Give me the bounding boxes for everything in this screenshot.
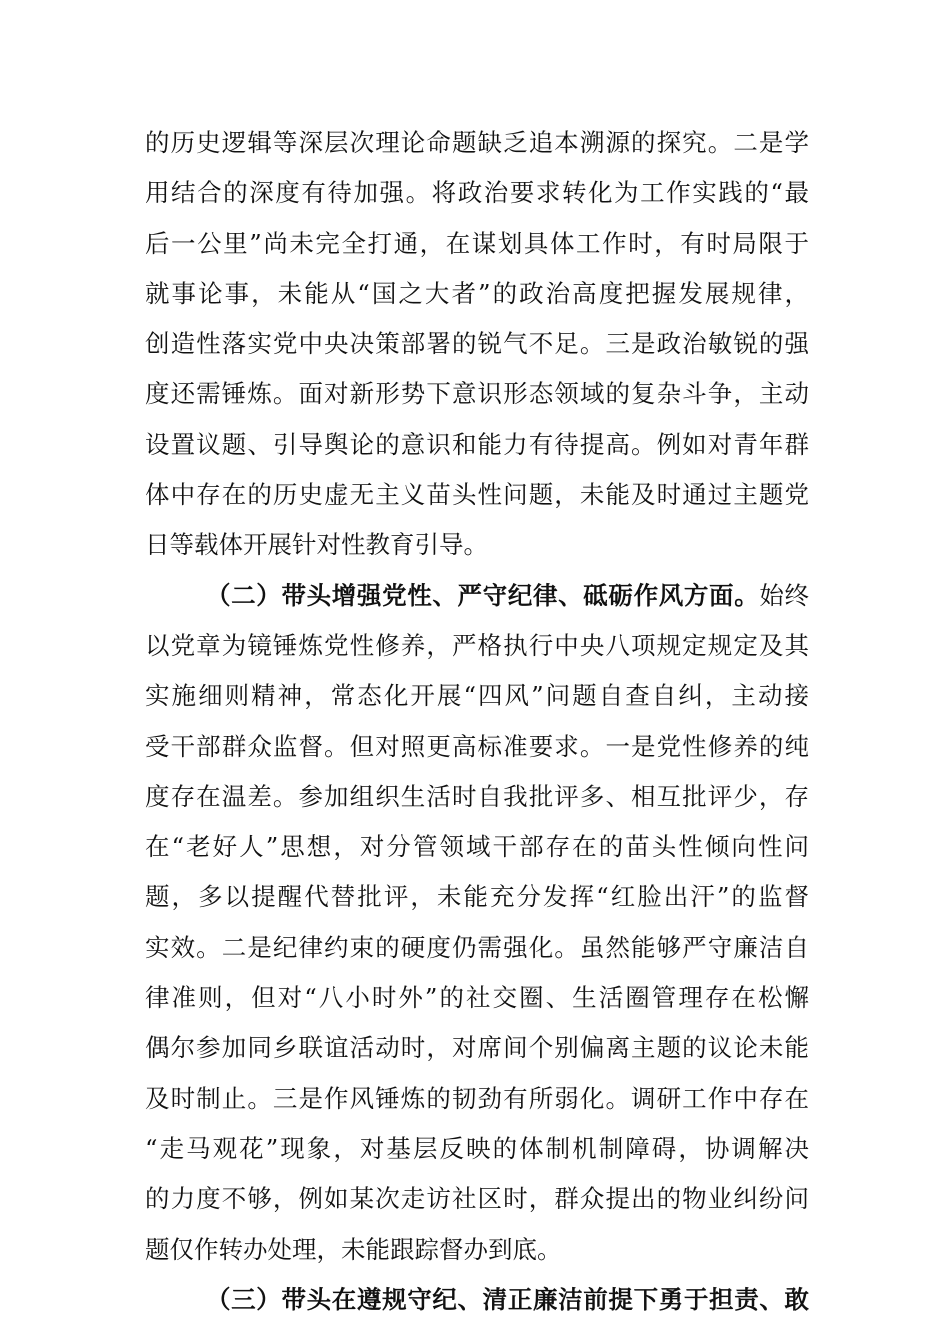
document-body — [145, 118, 809, 1325]
section-2-line: “走马观花”现象，对基层反映的体制机制障碍，协调解决 — [145, 1133, 809, 1163]
body-line: 设置议题、引导舆论的意识和能力有待提高。例如对青年群 — [145, 429, 809, 459]
section-2-line: 题仅作转办处理，未能跟踪督办到底。 — [145, 1234, 562, 1264]
body-line: 用结合的深度有待加强。将政治要求转化为工作实践的“最 — [145, 178, 809, 208]
section-2-first-line — [145, 571, 809, 621]
section-2-line: 律准则，但对“八小时外”的社交圈、生活圈管理存在松懈 — [145, 983, 809, 1013]
body-line: 的历史逻辑等深层次理论命题缺乏追本溯源的探究。二是学 — [145, 128, 809, 157]
body-line: 体中存在的历史虚无主义苗头性问题，未能及时通过主题党 — [145, 480, 809, 510]
section-2-line: 受干部群众监督。但对照更高标准要求。一是党性修养的纯 — [145, 731, 809, 761]
section-2-line: 以党章为镜锤炼党性修养，严格执行中央八项规定规定及其 — [145, 630, 809, 660]
section-2-line: 度存在温差。参加组织生活时自我批评多、相互批评少，存 — [145, 781, 809, 811]
section-2-line: 题，多以提醒代替批评，未能充分发挥“红脸出汗”的监督 — [145, 882, 809, 912]
section-2-line: 实效。二是纪律约束的硬度仍需强化。虽然能够严守廉洁自 — [145, 932, 809, 962]
section-2-heading: （二）带头增强党性、严守纪律、砥砺作风方面。 — [206, 580, 760, 610]
body-line: 就事论事，未能从“国之大者”的政治高度把握发展规律， — [145, 278, 809, 308]
body-line: 度还需锤炼。面对新形势下意识形态领域的复杂斗争，主动 — [145, 379, 809, 409]
section-2-first-line-rest: 始终 — [759, 580, 809, 610]
section-2-line: 实施细则精神，常态化开展“四风”问题自查自纠，主动接 — [145, 681, 809, 711]
body-line: 创造性落实党中央决策部署的锐气不足。三是政治敏锐的强 — [145, 329, 809, 359]
section-3-heading: （三）带头在遵规守纪、清正廉洁前提下勇于担责、敢 — [206, 1284, 809, 1314]
body-line: 后一公里”尚未完全打通，在谋划具体工作时，有时局限于 — [145, 228, 809, 258]
section-2-line: 在“老好人”思想，对分管领域干部存在的苗头性倾向性问 — [145, 832, 809, 862]
section-2-line: 偶尔参加同乡联谊活动时，对席间个别偏离主题的议论未能 — [145, 1033, 809, 1063]
section-2-line: 及时制止。三是作风锤炼的韧劲有所弱化。调研工作中存在 — [145, 1083, 809, 1113]
body-line: 日等载体开展针对性教育引导。 — [145, 530, 488, 560]
section-2-line: 的力度不够，例如某次走访社区时，群众提出的物业纠纷问 — [145, 1184, 809, 1214]
